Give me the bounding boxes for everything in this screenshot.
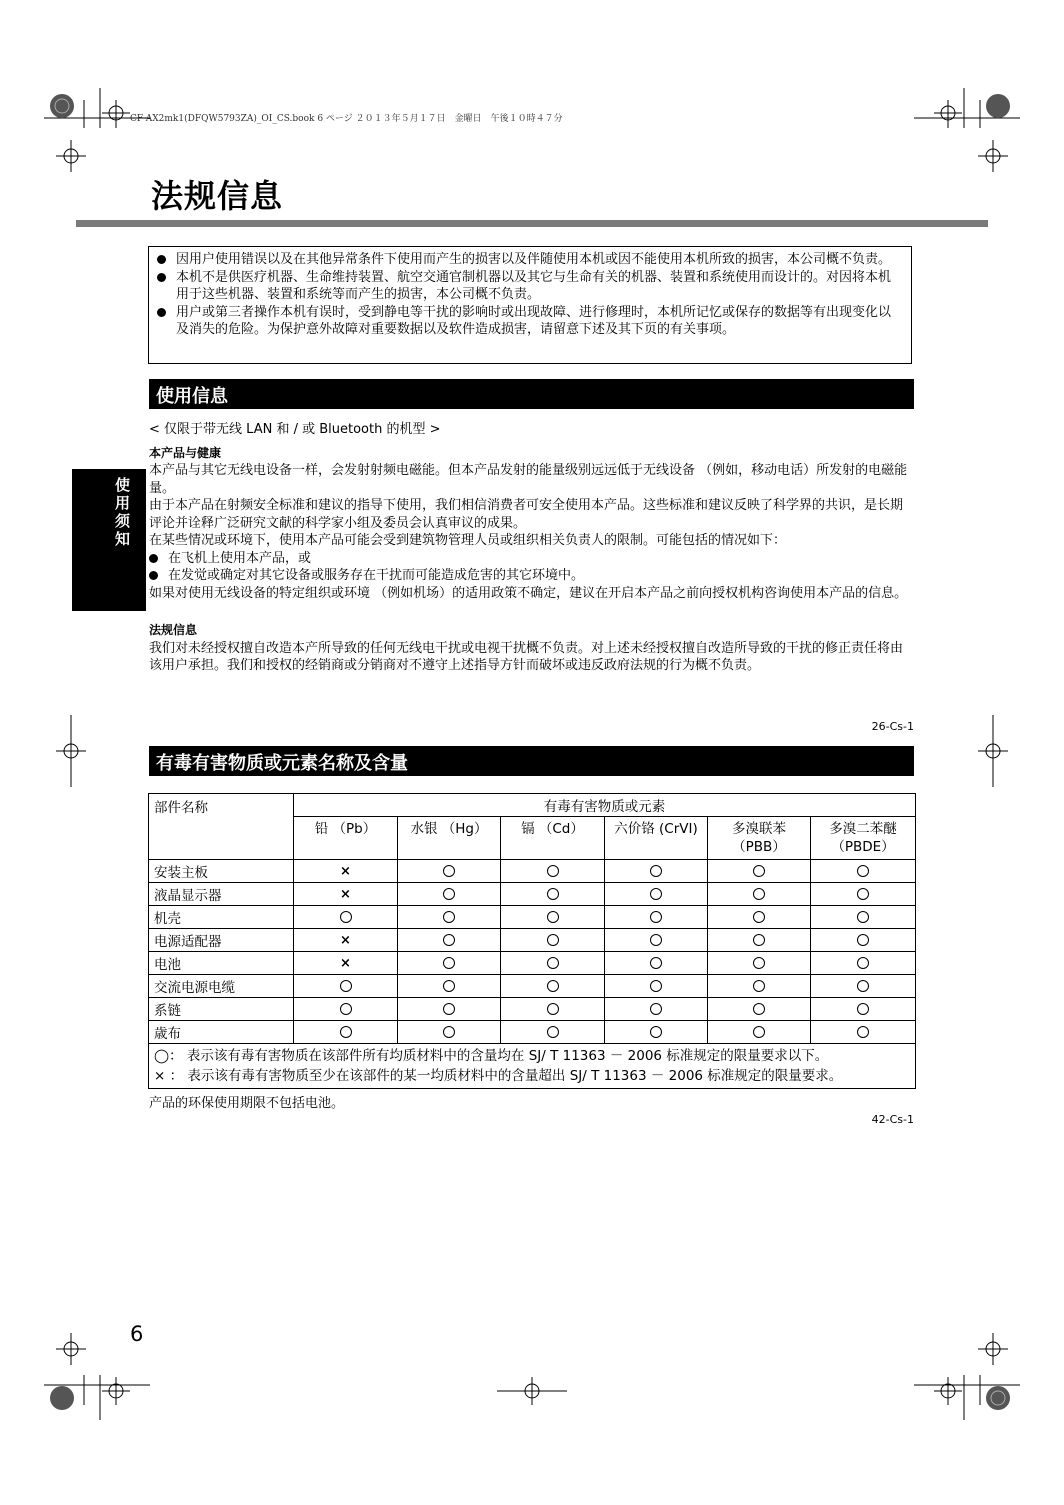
circle-icon <box>857 1026 869 1038</box>
below-limit-mark <box>501 952 605 975</box>
table-row <box>149 998 916 1021</box>
part-name: 交流电源电缆 <box>149 975 294 998</box>
below-limit-mark <box>501 1021 605 1044</box>
circle-icon <box>753 957 765 969</box>
circle-icon <box>857 980 869 992</box>
part-header: 部件名称 <box>149 794 294 860</box>
table-legend <box>149 1044 916 1089</box>
circle-icon <box>340 980 352 992</box>
below-limit-mark <box>605 860 708 883</box>
below-limit-mark <box>501 860 605 883</box>
circle-icon <box>547 888 559 900</box>
below-limit-mark <box>605 952 708 975</box>
bullet-icon <box>149 571 158 580</box>
table-header-row <box>149 794 916 817</box>
below-limit-mark <box>811 975 916 998</box>
circle-icon <box>340 1003 352 1015</box>
circle-icon <box>547 980 559 992</box>
below-limit-mark <box>294 998 398 1021</box>
part-name: 机壳 <box>149 906 294 929</box>
below-limit-mark <box>708 1021 811 1044</box>
exceeds-limit-mark <box>294 883 398 906</box>
circle-icon <box>857 934 869 946</box>
cross-icon: × <box>340 956 351 971</box>
part-name: 系链 <box>149 998 294 1021</box>
circle-icon <box>857 865 869 877</box>
column-header: 六价铬 (CrVI) <box>605 817 708 860</box>
circle-icon <box>650 1003 662 1015</box>
below-limit-mark <box>501 883 605 906</box>
notice-item <box>157 251 903 269</box>
below-limit-mark <box>501 929 605 952</box>
regulatory-paragraph: 我们对未经授权擅自改造本产所导致的任何无线电干扰或电视干扰概不负责。对上述未经授权擅自改造所导致的干扰的修正责任将由该用户承担。我们和授权的经销商或分销商对不遵守上述指导方针而破坏或违反政府法规的行为概不负责。 <box>149 640 904 673</box>
below-limit-mark <box>398 860 501 883</box>
bullet-icon <box>149 554 158 563</box>
regulatory-heading: 法规信息 <box>149 623 198 637</box>
below-limit-mark <box>708 998 811 1021</box>
below-limit-mark <box>398 952 501 975</box>
circle-icon <box>857 911 869 923</box>
health-bullet: 在飞机上使用本产品，或 <box>149 550 915 568</box>
health-heading: 本产品与健康 <box>149 445 222 460</box>
side-tab <box>72 469 146 611</box>
circle-icon <box>340 1026 352 1038</box>
below-limit-mark <box>811 929 916 952</box>
circle-icon <box>547 1026 559 1038</box>
table-row <box>149 929 916 952</box>
circle-icon <box>443 1003 455 1015</box>
column-header: 铅 （Pb） <box>294 817 398 860</box>
title-rule <box>76 220 988 227</box>
legend-x-symbol: × ： <box>154 1068 184 1084</box>
circle-icon <box>443 1026 455 1038</box>
page-number: 6 <box>130 1322 144 1346</box>
battery-note: 产品的环保使用期限不包括电池。 <box>149 1096 345 1111</box>
bullet-icon <box>157 308 166 317</box>
circle-icon <box>650 980 662 992</box>
column-header: 镉 （Cd） <box>501 817 605 860</box>
circle-icon <box>753 934 765 946</box>
circle-icon <box>857 1003 869 1015</box>
table-row <box>149 883 916 906</box>
circle-icon <box>443 980 455 992</box>
table-legend-row <box>149 1044 916 1089</box>
below-limit-mark <box>398 1021 501 1044</box>
legend-o-symbol: ◯： <box>154 1048 183 1064</box>
print-header: CF-AX2mk1(DFQW5793ZA)_OI_CS.book 6 ページ ２０１３年５月１７日 金曜日 午後１０時４７分 <box>130 114 563 124</box>
reference-code: 42-Cs-1 <box>871 1113 914 1126</box>
circle-icon <box>547 934 559 946</box>
part-name: 电源适配器 <box>149 929 294 952</box>
circle-icon <box>650 957 662 969</box>
circle-icon <box>650 911 662 923</box>
below-limit-mark <box>811 952 916 975</box>
circle-icon <box>443 888 455 900</box>
page-title: 法规信息 <box>151 177 284 215</box>
below-limit-mark <box>605 929 708 952</box>
circle-icon <box>650 934 662 946</box>
circle-icon <box>857 957 869 969</box>
table-row <box>149 1021 916 1044</box>
notice-item <box>157 304 903 339</box>
notice-text: 本机不是供医疗机器、生命维持装置、航空交通官制机器以及其它与生命有关的机器、装置和系统使用而设计的。对因将本机用于这些机器、装置和系统等而产生的损害，本公司概不负责。 <box>176 269 892 302</box>
below-limit-mark <box>811 906 916 929</box>
usage-body <box>149 421 915 675</box>
circle-icon <box>753 865 765 877</box>
section-heading-usage: 使用信息 <box>149 379 914 409</box>
below-limit-mark <box>294 1021 398 1044</box>
health-paragraph: 本产品与其它无线电设备一样，会发射射频电磁能。但本产品发射的能量级别远远低于无线设备 （例如，移动电话）所发射的电磁能量。 <box>149 463 908 496</box>
cross-icon: × <box>340 933 351 948</box>
model-note: < 仅限于带无线 LAN 和 / 或 Bluetooth 的机型 > <box>149 422 441 437</box>
notice-item <box>157 269 903 304</box>
circle-icon <box>650 1026 662 1038</box>
notice-text: 因用户使用错误以及在其他异常条件下使用而产生的损害以及伴随使用本机或因不能使用本机所致的损害，本公司概不负责。 <box>176 252 892 267</box>
below-limit-mark <box>398 998 501 1021</box>
column-header: 水银 （Hg） <box>398 817 501 860</box>
below-limit-mark <box>294 975 398 998</box>
part-name: 液晶显示器 <box>149 883 294 906</box>
cross-icon: × <box>340 864 351 879</box>
column-header: 多溴联苯 （PBB） <box>708 817 811 860</box>
exceeds-limit-mark <box>294 929 398 952</box>
below-limit-mark <box>708 952 811 975</box>
side-tab-label: 使用须知 <box>113 477 131 549</box>
below-limit-mark <box>398 929 501 952</box>
circle-icon <box>547 865 559 877</box>
circle-icon <box>443 911 455 923</box>
column-header: 多溴二苯醚 （PBDE） <box>811 817 916 860</box>
circle-icon <box>857 888 869 900</box>
below-limit-mark <box>501 906 605 929</box>
below-limit-mark <box>501 998 605 1021</box>
circle-icon <box>547 911 559 923</box>
cross-icon: × <box>340 887 351 902</box>
circle-icon <box>443 957 455 969</box>
legend-x: × ： 表示该有毒有害物质至少在该部件的某一均质材料中的含量超出 SJ/ T 11363 － 2006 标准规定的限量要求。 <box>154 1068 843 1084</box>
table-row <box>149 952 916 975</box>
below-limit-mark <box>605 975 708 998</box>
below-limit-mark <box>708 883 811 906</box>
circle-icon <box>753 980 765 992</box>
circle-icon <box>650 865 662 877</box>
below-limit-mark <box>708 860 811 883</box>
health-paragraph: 在某些情况或环境下，使用本产品可能会受到建筑物管理人员或组织相关负责人的限制。可能包括的情况如下： <box>149 533 787 548</box>
exceeds-limit-mark <box>294 860 398 883</box>
circle-icon <box>340 911 352 923</box>
notice-text: 用户或第三者操作本机有误时，受到静电等干扰的影响时或出现故障、进行修理时，本机所记忆或保存的数据等有出现变化以及消失的危险。为保护意外故障对重要数据以及软件造成损害，请留意下述及其下页的有关事项。 <box>176 304 892 337</box>
substance-header: 有毒有害物质或元素 <box>294 794 916 817</box>
below-limit-mark <box>811 998 916 1021</box>
legend-o: ◯： 表示该有毒有害物质在该部件所有均质材料中的含量均在 SJ/ T 11363 － 2006 标准规定的限量要求以下。 <box>154 1048 829 1064</box>
below-limit-mark <box>398 883 501 906</box>
below-limit-mark <box>708 906 811 929</box>
section-heading-hazard: 有毒有害物质或元素名称及含量 <box>149 746 914 776</box>
circle-icon <box>753 1003 765 1015</box>
table-row <box>149 860 916 883</box>
circle-icon <box>547 1003 559 1015</box>
circle-icon <box>443 934 455 946</box>
below-limit-mark <box>398 975 501 998</box>
below-limit-mark <box>811 1021 916 1044</box>
below-limit-mark <box>811 860 916 883</box>
below-limit-mark <box>708 929 811 952</box>
reference-code: 26-Cs-1 <box>871 720 914 733</box>
below-limit-mark <box>605 1021 708 1044</box>
below-limit-mark <box>708 975 811 998</box>
part-name: 安装主板 <box>149 860 294 883</box>
health-paragraph: 如果对使用无线设备的特定组织或环境 （例如机场）的适用政策不确定，建议在开启本产品之前向授权机构咨询使用本产品的信息。 <box>149 585 908 601</box>
hazardous-substance-table <box>148 793 916 1089</box>
bullet-icon <box>157 273 166 282</box>
below-limit-mark <box>605 883 708 906</box>
health-bullet: 在发觉或确定对其它设备或服务存在干扰而可能造成危害的其它环境中。 <box>149 567 915 585</box>
below-limit-mark <box>398 906 501 929</box>
below-limit-mark <box>501 975 605 998</box>
notice-box <box>148 246 912 364</box>
below-limit-mark <box>605 906 708 929</box>
health-paragraph: 由于本产品在射频安全标准和建议的指导下使用，我们相信消费者可安全使用本产品。这些标准和建议反映了科学界的共识，是长期评论并诠释广泛研究文献的科学家小组及委员会认真审议的成果。 <box>149 498 904 531</box>
circle-icon <box>547 957 559 969</box>
circle-icon <box>753 911 765 923</box>
below-limit-mark <box>811 883 916 906</box>
exceeds-limit-mark <box>294 952 398 975</box>
bullet-icon <box>157 255 166 264</box>
circle-icon <box>650 888 662 900</box>
below-limit-mark <box>605 998 708 1021</box>
table-row <box>149 906 916 929</box>
table-row <box>149 975 916 998</box>
part-name: 电池 <box>149 952 294 975</box>
circle-icon <box>753 1026 765 1038</box>
below-limit-mark <box>294 906 398 929</box>
circle-icon <box>753 888 765 900</box>
circle-icon <box>443 865 455 877</box>
part-name: 歳布 <box>149 1021 294 1044</box>
